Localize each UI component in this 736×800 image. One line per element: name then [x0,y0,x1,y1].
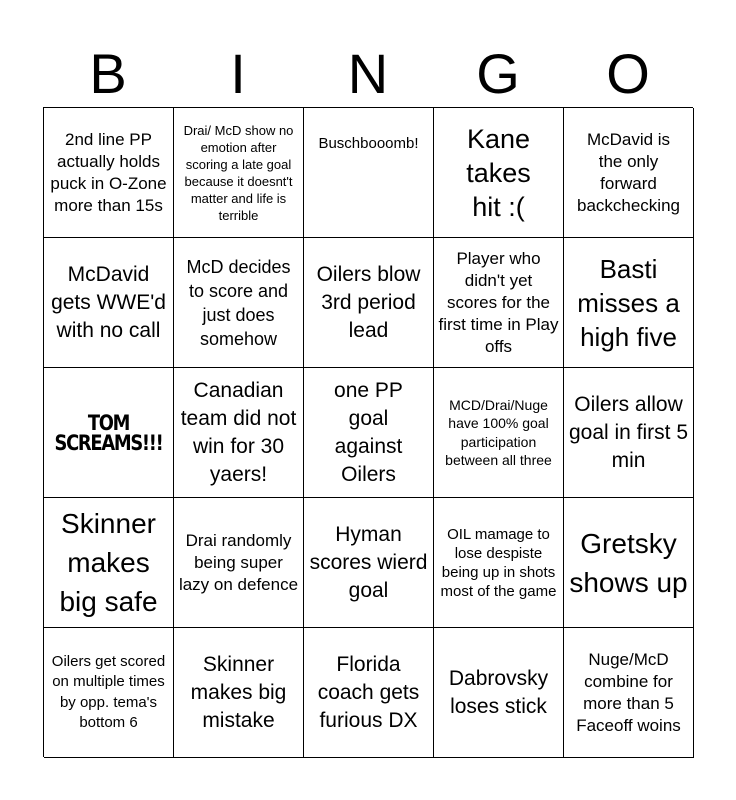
bingo-cell[interactable] [44,368,174,498]
cell-text: McD decides to score and just does somehow [186,256,291,349]
header-letter-o: O [606,42,650,105]
bingo-cell[interactable] [174,628,304,758]
cell-text: Skinner makes big mistake [190,652,287,732]
bingo-cell[interactable] [564,498,694,628]
bingo-cell[interactable] [304,628,434,758]
bingo-cell[interactable] [434,368,564,498]
cell-text: MCD/Drai/Nuge have 100% goal participation between all three [445,396,552,468]
cell-text: Oilers blow 3rd period lead [316,262,421,342]
header-letter-n: N [347,42,389,105]
cell-text: Hyman scores wierd goal [309,522,428,602]
cell-text: Buschbooomb! [318,135,419,152]
bingo-card-grid [43,107,693,757]
header-letter-g: G [476,42,520,105]
cell-text: McDavid is the only forward backchecking [576,129,680,215]
cell-text: Skinner makes big safe [59,508,158,617]
bingo-header [43,40,693,108]
bingo-cell[interactable] [304,368,434,498]
cell-text: McDavid gets WWE'd with no call [51,262,166,342]
bingo-cell[interactable] [174,238,304,368]
cell-text: Nuge/McD combine for more than 5 Faceoff woins [576,649,681,735]
bingo-cell[interactable] [434,628,564,758]
cell-text: Florida coach gets furious DX [317,652,420,732]
bingo-cell[interactable] [434,238,564,368]
cell-text: Player who didn't yet scores for the first time in Play offs [438,248,559,356]
bingo-cell[interactable] [304,498,434,628]
bingo-cell[interactable] [564,628,694,758]
header-letter-b: B [89,42,127,105]
bingo-cell[interactable] [564,238,694,368]
cell-text: Gretsky shows up [569,527,688,598]
bingo-cell[interactable] [44,498,174,628]
bingo-cell[interactable] [44,108,174,238]
cell-text: TOM SCREAMS!!! [54,410,163,455]
cell-text: Canadian team did not win for 30 yaers! [180,378,297,486]
bingo-cell[interactable] [304,238,434,368]
bingo-cell[interactable] [564,368,694,498]
bingo-cell[interactable] [434,108,564,238]
bingo-cell[interactable] [434,498,564,628]
bingo-cell[interactable] [174,368,304,498]
cell-text: Dabrovsky loses stick [448,666,549,718]
cell-text: Kane takes hit :( [466,123,531,222]
bingo-cell[interactable] [564,108,694,238]
cell-text: Basti misses a high five [577,253,680,352]
bingo-cell[interactable] [174,108,304,238]
cell-text: Drai randomly being super lazy on defence [178,530,299,594]
bingo-cell[interactable] [44,628,174,758]
cell-text: 2nd line PP actually holds puck in O-Zone more than 15s [50,129,167,215]
cell-text: Oilers get scored on multiple times by opp. tema's bottom 6 [51,652,166,731]
cell-text: one PP goal against Oilers [334,378,403,486]
header-letter-i: I [230,42,246,105]
bingo-cell[interactable] [44,238,174,368]
cell-text: Drai/ McD show no emotion after scoring a late goal because it doesnt't matter and life is terrible [183,122,294,223]
cell-text: Oilers allow goal in first 5 min [568,392,689,472]
bingo-cell[interactable] [304,108,434,238]
cell-text: OIL mamage to lose despiste being up in shots most of the game [440,525,557,600]
bingo-cell[interactable] [174,498,304,628]
